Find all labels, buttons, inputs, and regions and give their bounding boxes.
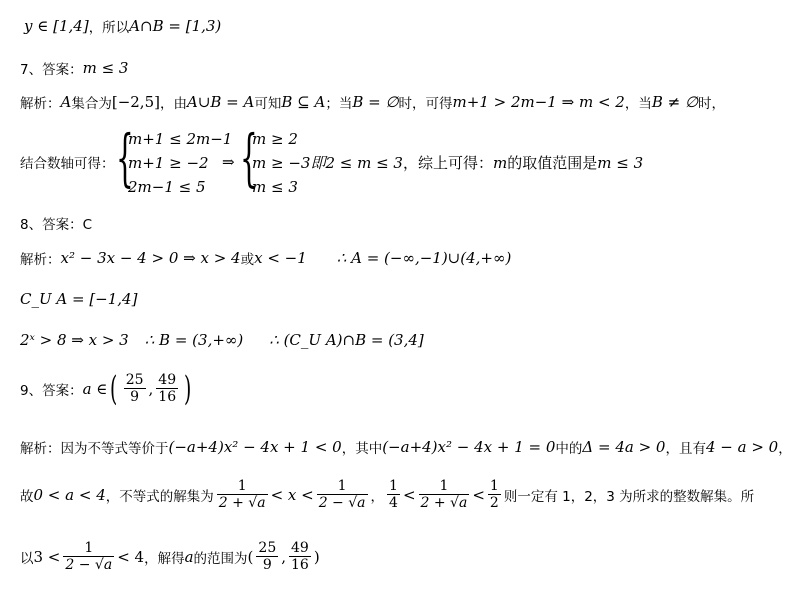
- numerator: 1: [439, 478, 449, 494]
- q8-exp-ineq: 2ˣ > 8 ⇒ x > 3: [20, 331, 129, 349]
- implies-symbol: ⇒: [222, 153, 235, 171]
- q7-set-a: A: [60, 93, 72, 111]
- q9-lt: <: [472, 486, 485, 504]
- system-row: 2m−1 ≤ 5: [128, 178, 206, 196]
- q7-text: 时，可得: [398, 96, 453, 112]
- fraction: [63, 540, 114, 574]
- denominator: 9: [130, 389, 140, 405]
- line-range-y: [24, 16, 221, 36]
- right-paren: ): [313, 548, 320, 566]
- denominator: 2 − √a: [318, 495, 366, 511]
- q9-lt: <: [402, 486, 416, 504]
- conclusion-text: 的取值范围是: [507, 154, 598, 172]
- fraction: [317, 478, 368, 512]
- q7-text: 集合为: [71, 96, 112, 112]
- left-paren: (: [247, 548, 254, 566]
- q9-answer-prefix: a ∈: [82, 380, 108, 398]
- q9-eq: (−a+4)x² − 4x + 1 = 0: [382, 438, 556, 456]
- numerator: 25: [125, 372, 144, 388]
- q7-interval: [−2,5]: [111, 93, 160, 111]
- denominator: 2 + √a: [218, 495, 266, 511]
- q9-ineq: < x <: [270, 486, 314, 504]
- denominator: 9: [262, 557, 272, 573]
- denominator: 16: [158, 389, 177, 405]
- q9-text: ，且有: [665, 441, 706, 457]
- q8-analysis-line-a: [20, 248, 511, 268]
- q7-nonempty: B ≠ ∅: [651, 93, 699, 111]
- q8-line-c: [20, 331, 424, 349]
- q9-analysis-label: 解析：: [20, 441, 61, 457]
- q9-text: ，: [778, 441, 792, 457]
- system-row: m ≤ 3: [252, 178, 298, 196]
- numerator: 1: [84, 540, 94, 556]
- denominator: 2 + √a: [420, 495, 468, 511]
- q8-analysis-label: 解析：: [20, 252, 61, 268]
- q8-ineq-2: x < −1: [254, 249, 307, 267]
- q7-combine-label: [20, 152, 115, 172]
- fraction: [217, 478, 268, 512]
- fraction: [124, 372, 146, 406]
- conclusion-text: ，综上可得：: [402, 154, 493, 172]
- q7-system-right: [240, 121, 644, 199]
- numerator: 49: [291, 540, 309, 556]
- system-row: m+1 ≤ 2m−1: [128, 130, 233, 148]
- conclusion-value: m ≤ 3: [597, 154, 644, 172]
- denominator: 2 − √a: [65, 557, 113, 573]
- q9-answer: 9、答案： a ∈ ( $\frac{25}{9}$ , $\frac{49}{16}$ ): [20, 369, 192, 409]
- q7-text: 时，: [698, 96, 726, 112]
- q9-lt: < 4: [117, 548, 145, 566]
- q9-cond: 4 − a > 0: [705, 438, 779, 456]
- comma: ,: [281, 548, 287, 566]
- numerator: 25: [258, 540, 277, 556]
- q7-answer-value: m ≤ 3: [82, 59, 129, 77]
- denominator: 2: [489, 495, 499, 511]
- system-row: m ≥ 2: [252, 130, 298, 148]
- q9-text: 因为不等式等价于: [60, 441, 169, 457]
- q7-subset: B ⊆ A: [281, 93, 326, 111]
- q9-analysis-line-3: [20, 540, 320, 574]
- left-paren-icon: (: [110, 369, 118, 409]
- q9-text: 中的: [555, 441, 583, 457]
- q9-analysis-line-1: [20, 437, 792, 457]
- q7-union: A∪B = A: [186, 93, 255, 111]
- q9-text: 以: [20, 551, 34, 567]
- q9-answer-label: 9、答案：: [20, 383, 83, 399]
- left-brace-icon: {: [240, 121, 258, 194]
- denominator: 16: [291, 557, 309, 573]
- numerator: 1: [337, 478, 347, 494]
- system-row: m ≥ −3即2 ≤ m ≤ 3: [252, 154, 403, 172]
- q9-range: 0 < a < 4: [33, 486, 106, 504]
- numerator: 1: [237, 478, 247, 494]
- q7-system-left: [116, 121, 233, 199]
- fraction: [419, 478, 470, 512]
- q8-or: 或: [240, 252, 255, 268]
- so-text: ，所以: [88, 20, 130, 36]
- q7-text: 可知: [254, 96, 282, 112]
- fraction: [156, 372, 178, 406]
- q9-text: ，不等式的解集为: [105, 489, 214, 505]
- fraction: [289, 540, 311, 574]
- q9-text: 的范围为: [193, 551, 248, 567]
- q8-complement: C_U A = [−1,4]: [20, 290, 138, 308]
- y-range: y ∈ [1,4]: [24, 17, 89, 35]
- var-m: m: [492, 154, 508, 172]
- var-a: a: [184, 548, 194, 566]
- q7-answer: [20, 58, 128, 78]
- q8-set-a: ∴ A = (−∞,−1)∪(4,+∞): [336, 249, 512, 267]
- q8-set-b: ∴ B = (3,+∞): [144, 331, 244, 349]
- q7-answer-label: 7、答案：: [20, 62, 83, 78]
- q9-delta: Δ = 4a > 0: [582, 438, 666, 456]
- q9-text: ，: [370, 489, 385, 505]
- numerator: 1: [389, 478, 398, 494]
- q9-text: ，其中: [341, 441, 383, 457]
- fraction: [488, 478, 501, 512]
- q9-analysis-line-2: [20, 478, 754, 512]
- q7-text: ，由: [159, 96, 187, 112]
- q9-lt: 3 <: [33, 548, 61, 566]
- q8-line-b: [20, 290, 137, 308]
- combine-text: 结合数轴可得：: [20, 156, 115, 172]
- q9-ineq: (−a+4)x² − 4x + 1 < 0: [168, 438, 342, 456]
- q9-text: 则一定有 1，2，3 为所求的整数解集。所: [503, 489, 755, 505]
- system-row: m+1 ≥ −2: [128, 154, 209, 172]
- numerator: 1: [489, 478, 499, 494]
- q8-ineq: x² − 3x − 4 > 0 ⇒ x > 4: [60, 249, 241, 267]
- left-brace-icon: {: [116, 121, 134, 194]
- right-paren-icon: ): [184, 369, 192, 409]
- q9-text: 故: [20, 489, 34, 505]
- q7-text: ；当: [325, 96, 353, 112]
- intersection-result: A∩B = [1,3): [129, 17, 222, 35]
- q8-final: ∴ (C_U A)∩B = (3,4]: [269, 331, 424, 349]
- q7-analysis-label: 解析：: [20, 96, 61, 112]
- fraction: [256, 540, 278, 574]
- numerator: 49: [158, 372, 177, 388]
- q7-empty: B = ∅: [352, 93, 399, 111]
- q7-text: ，当: [624, 96, 652, 112]
- q9-text: ，解得: [144, 551, 185, 567]
- q7-analysis: [20, 92, 725, 112]
- fraction: [387, 478, 400, 512]
- q7-ineq: m+1 > 2m−1 ⇒ m < 2: [452, 93, 625, 111]
- denominator: 4: [389, 495, 398, 511]
- q8-answer: [20, 213, 92, 233]
- q7-implies: [222, 153, 235, 171]
- q8-answer-label: 8、答案：C: [20, 217, 93, 233]
